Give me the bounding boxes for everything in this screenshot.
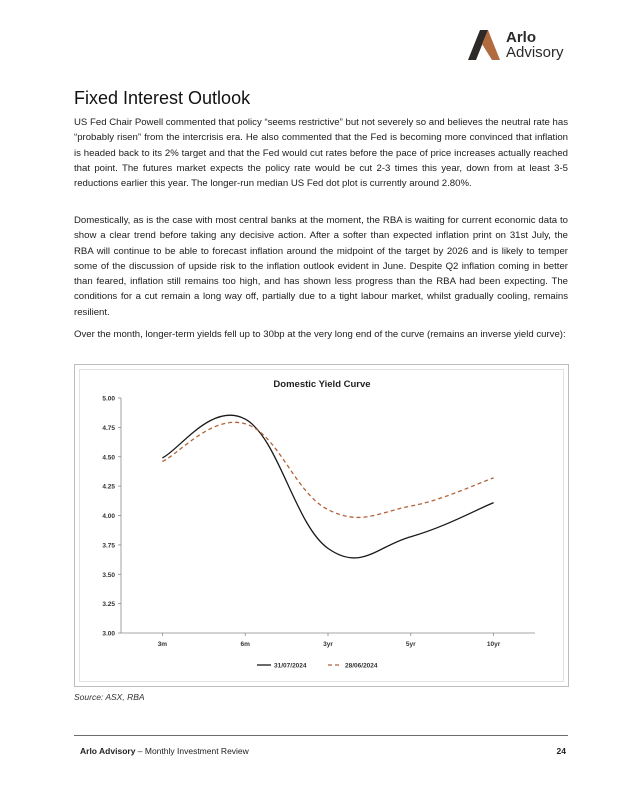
- y-tick-label: 4.25: [102, 483, 115, 491]
- y-tick-label: 4.50: [102, 454, 115, 462]
- y-tick-label: 4.75: [102, 424, 115, 432]
- legend-label-1: 28/06/2024: [345, 662, 378, 670]
- section-title: Fixed Interest Outlook: [74, 88, 251, 108]
- y-tick-label: 3.75: [102, 542, 115, 550]
- footer-publication: – Monthly Investment Review: [135, 746, 249, 756]
- page-number: 24: [556, 746, 566, 756]
- company-logo: [466, 28, 576, 64]
- y-tick-label: 5.00: [102, 395, 115, 403]
- yield-curve-svg: [75, 365, 570, 688]
- source-note: Source: ASX, RBA: [74, 692, 145, 702]
- y-tick-label: 3.50: [102, 571, 115, 579]
- x-tick-label: 10yr: [486, 641, 501, 648]
- legend-label-0: 31/07/2024: [274, 662, 307, 670]
- yield-curve-chart: [74, 364, 569, 687]
- footer-brand: Arlo Advisory: [80, 746, 136, 756]
- chart-title: Domestic Yield Curve: [273, 379, 371, 390]
- y-tick-label: 3.00: [102, 630, 115, 638]
- y-tick-label: 3.25: [102, 601, 115, 609]
- arlo-logo-mark-icon: [466, 28, 502, 62]
- y-tick-label: 4.00: [102, 513, 115, 520]
- x-tick-label: 3m: [157, 641, 168, 648]
- paragraph-yields: Over the month, longer-term yields fell up to 30bp at the very long end of the curve (remains an inverse yield curve):: [74, 329, 566, 340]
- x-tick-label: 6m: [240, 641, 250, 648]
- footer-text: [80, 746, 249, 756]
- series-line-0: [162, 415, 493, 558]
- footer-divider: [74, 735, 568, 736]
- paragraph-fed: US Fed Chair Powell commented that policy “seems restrictive” but not severely so and believes the neutral rate has “probably risen” from the intercrisis era. He also commented that the Fed is becoming more convinced that inflation is headed back to its 2% target and that the Fed would cut rates before the pace of price increases actually reached that point. The futures market expects the policy rate would be cut 2-3 times this year, down from at least 3-5 reductions earlier this year. The longer-run median US Fed dot plot is currently around 2.80%.: [74, 117, 568, 190]
- logo-text-arlo: Arlo: [506, 29, 536, 46]
- x-tick-label: 3yr: [323, 641, 333, 648]
- series-line-1: [162, 422, 493, 517]
- paragraph-rba: Domestically, as is the case with most central banks at the moment, the RBA is waiting for current economic data to show a clear trend before taking any decisive action. After a softer than expected inflation print on 31st July, the RBA will continue to be able to forecast inflation around the midpoint of the target by 2026 and is likely to temper some of the discussion of upside risk to the inflation outlook evident in June. Despite Q2 inflation coming in better than feared, inflation still remains too high, and has shown less progress than the RBA had been expecting. The conditions for a cut remain a long way off, partially due to a tight labour market, whilst gradually cooling, remains resilient.: [74, 215, 568, 318]
- logo-text-advisory: Advisory: [506, 44, 564, 61]
- x-tick-label: 5yr: [405, 641, 416, 648]
